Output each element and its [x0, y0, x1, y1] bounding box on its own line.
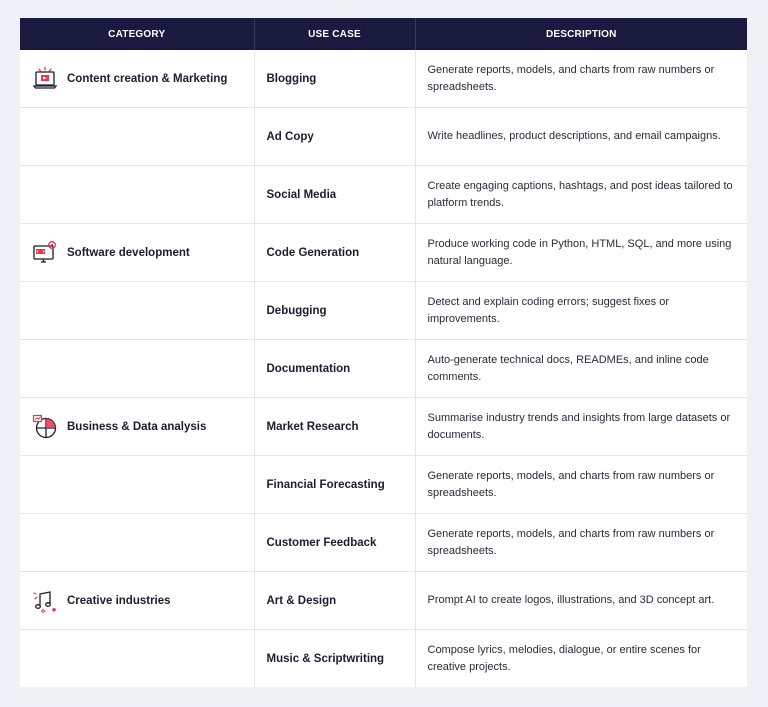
category-cell [20, 50, 254, 108]
category-label: Software development [67, 247, 190, 259]
category-label: Creative industries [67, 595, 171, 607]
code-monitor-icon [32, 240, 58, 266]
category-cell [20, 340, 254, 398]
table-row [20, 398, 747, 456]
description-cell: Summarise industry trends and insights from large datasets or documents. [415, 398, 747, 456]
table-row [20, 166, 747, 224]
use-case-table [20, 18, 747, 687]
header-category: CATEGORY [20, 18, 254, 50]
description-cell: Generate reports, models, and charts from raw numbers or spreadsheets. [415, 50, 747, 108]
category-cell [20, 398, 254, 456]
header-description: DESCRIPTION [415, 18, 747, 50]
music-art-icon [32, 588, 58, 614]
header-use-case: USE CASE [254, 18, 415, 50]
use-case-cell: Code Generation [254, 224, 415, 282]
description-cell: Prompt AI to create logos, illustrations, and 3D concept art. [415, 572, 747, 630]
category-cell [20, 282, 254, 340]
table-row [20, 572, 747, 630]
use-case-cell: Debugging [254, 282, 415, 340]
description-cell: Generate reports, models, and charts from raw numbers or spreadsheets. [415, 456, 747, 514]
description-cell: Create engaging captions, hashtags, and post ideas tailored to platform trends. [415, 166, 747, 224]
use-case-table-container [20, 18, 747, 687]
use-case-cell: Blogging [254, 50, 415, 108]
category-cell [20, 514, 254, 572]
use-case-cell: Financial Forecasting [254, 456, 415, 514]
use-case-cell: Documentation [254, 340, 415, 398]
description-cell: Detect and explain coding errors; suggest fixes or improvements. [415, 282, 747, 340]
table-row [20, 108, 747, 166]
category-cell [20, 166, 254, 224]
category-cell [20, 572, 254, 630]
description-cell: Auto-generate technical docs, READMEs, and inline code comments. [415, 340, 747, 398]
use-case-cell: Market Research [254, 398, 415, 456]
use-case-cell: Customer Feedback [254, 514, 415, 572]
category-label: Business & Data analysis [67, 421, 207, 433]
table-row [20, 514, 747, 572]
category-cell [20, 108, 254, 166]
data-analysis-icon [32, 414, 58, 440]
table-row [20, 50, 747, 108]
table-row [20, 456, 747, 514]
description-cell: Compose lyrics, melodies, dialogue, or entire scenes for creative projects. [427, 643, 701, 673]
table-header-row [20, 18, 747, 50]
table-row [20, 282, 747, 340]
use-case-cell: Social Media [254, 166, 415, 224]
description-cell: Produce working code in Python, HTML, SQL, and more using natural language. [415, 224, 747, 282]
table-row [20, 340, 747, 398]
description-cell: Generate reports, models, and charts from raw numbers or spreadsheets. [415, 514, 747, 572]
table-row [20, 224, 747, 282]
category-label: Content creation & Marketing [67, 73, 228, 85]
use-case-cell: Art & Design [254, 572, 415, 630]
description-cell: Write headlines, product descriptions, and email campaigns. [415, 108, 747, 166]
category-cell [20, 224, 254, 282]
category-cell [20, 456, 254, 514]
use-case-cell: Music & Scriptwriting [254, 630, 415, 688]
category-cell [20, 630, 254, 688]
use-case-cell: Ad Copy [254, 108, 415, 166]
laptop-marketing-icon [32, 66, 58, 92]
table-row [20, 630, 747, 688]
